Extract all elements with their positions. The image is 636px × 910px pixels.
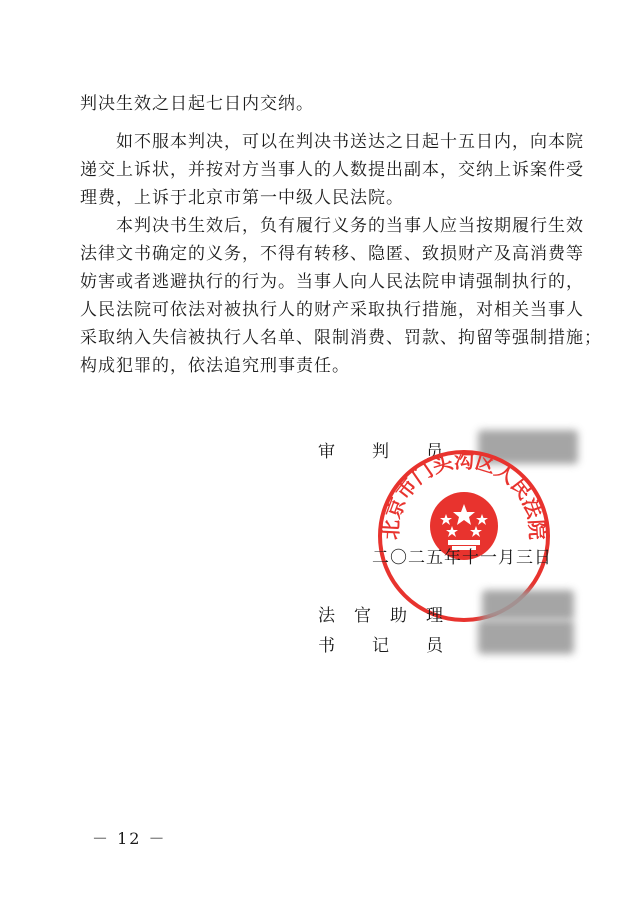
paragraph-3 — [80, 212, 602, 380]
text-line: 理费，上诉于北京市第一中级人民法院。 — [80, 188, 404, 208]
clerk-label: 书 记 员 — [318, 636, 444, 656]
text-line: 递交上诉状，并按对方当事人的人数提出副本，交纳上诉案件受 — [80, 160, 584, 180]
judge-label: 审 判 员 — [318, 442, 444, 462]
paragraph-2 — [80, 128, 584, 212]
assistant-label: 法 官 助 理 — [318, 606, 444, 626]
redacted-clerk-name — [478, 620, 574, 654]
paragraph-1 — [80, 90, 580, 118]
text-line: 构成犯罪的，依法追究刑事责任。 — [80, 356, 350, 376]
text-line: 判决生效之日起七日内交纳。 — [80, 94, 314, 114]
seal-text: 北京市门头沟区人民法院 — [378, 448, 550, 541]
redacted-assistant-name — [482, 590, 574, 620]
text-line: 法律文书确定的义务，不得有转移、隐匿、致损财产及高消费等 — [80, 244, 584, 264]
assistant-row — [318, 601, 448, 626]
judgment-date: 二〇二五年十一月三日 — [372, 548, 552, 568]
text-line: 采取纳入失信被执行人名单、限制消费、罚款、拘留等强制措施； — [80, 328, 602, 348]
text-line: 本判决书生效后，负有履行义务的当事人应当按期履行生效 — [80, 216, 584, 236]
page-number: － 12 － — [92, 829, 167, 848]
clerk-row — [318, 631, 448, 656]
text-line: 人民法院可依法对被执行人的财产采取执行措施，对相关当事人 — [80, 300, 584, 320]
text-line: 妨害或者逃避执行的行为。当事人向人民法院申请强制执行的， — [80, 272, 584, 292]
text-line: 如不服本判决，可以在判决书送达之日起十五日内，向本院 — [80, 132, 584, 152]
